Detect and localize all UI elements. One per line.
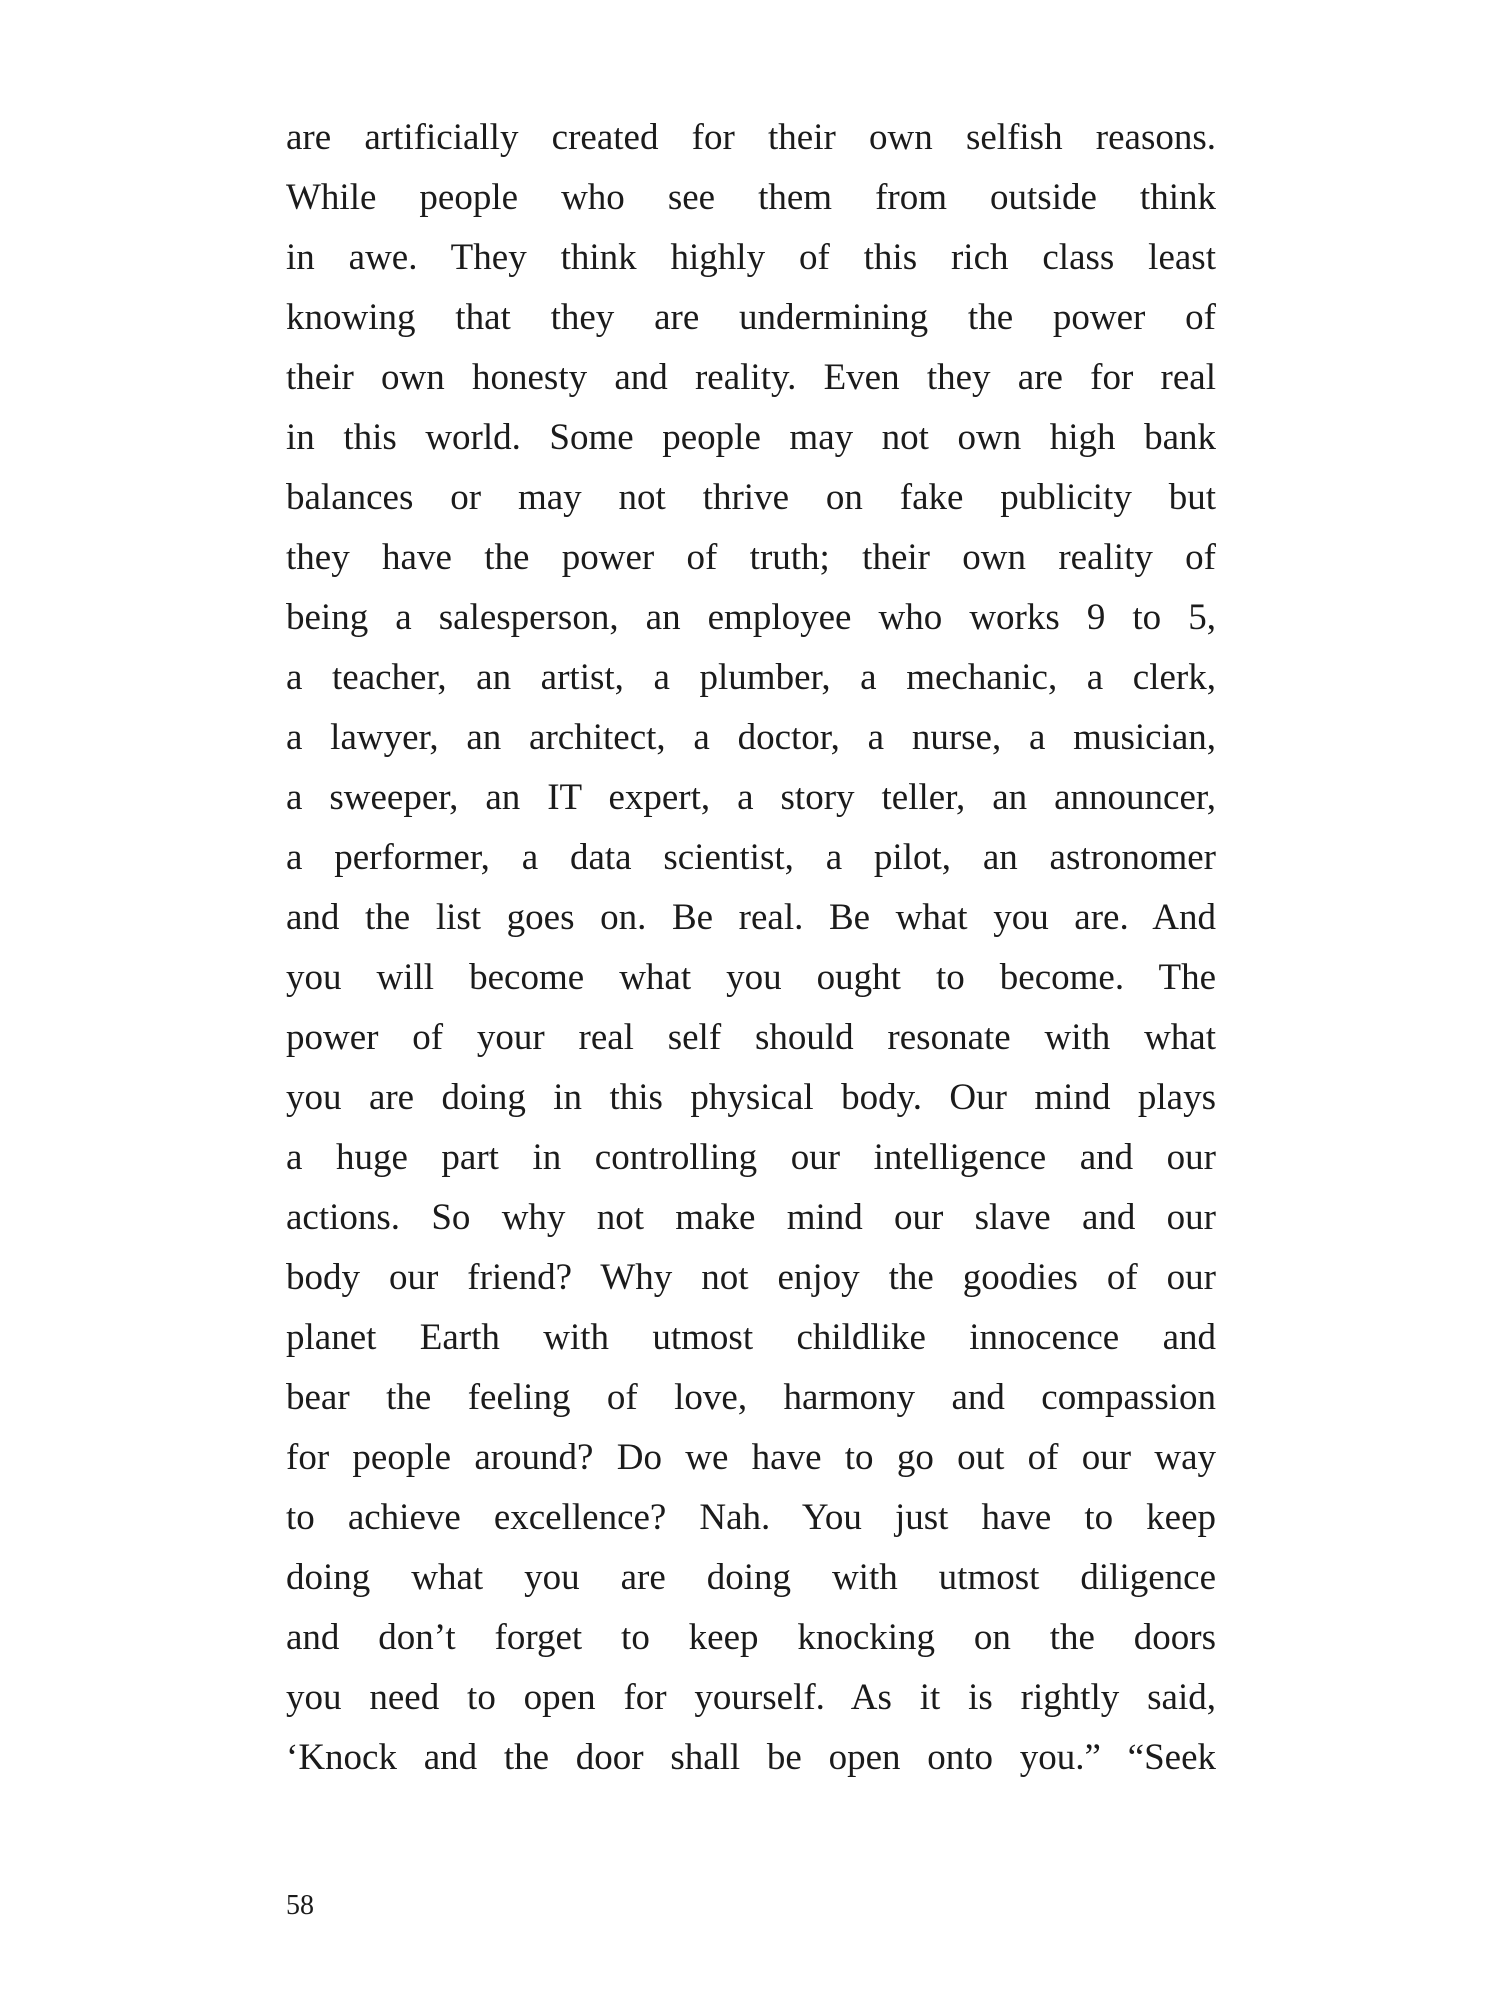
text-line: a lawyer, an architect, a doctor, a nurse, a musician, <box>286 717 1216 758</box>
text-line: body our friend? Why not enjoy the goodies of our <box>286 1257 1216 1298</box>
text-line: they have the power of truth; their own reality of <box>286 537 1216 578</box>
text-line: and the list goes on. Be real. Be what you are. And <box>286 897 1216 938</box>
text-line: power of your real self should resonate with what <box>286 1017 1216 1058</box>
text-line: planet Earth with utmost childlike innocence and <box>286 1317 1216 1358</box>
text-line: a performer, a data scientist, a pilot, an astronomer <box>286 837 1216 878</box>
page-number: 58 <box>286 1890 314 1921</box>
text-line: actions. So why not make mind our slave and our <box>286 1197 1216 1238</box>
text-line: to achieve excellence? Nah. You just have to keep <box>286 1497 1216 1538</box>
text-line: you are doing in this physical body. Our mind plays <box>286 1077 1216 1118</box>
text-line: a teacher, an artist, a plumber, a mechanic, a clerk, <box>286 657 1216 698</box>
text-line: ‘Knock and the door shall be open onto you.” “Seek <box>286 1737 1216 1778</box>
text-line: balances or may not thrive on fake publicity but <box>286 477 1216 518</box>
text-line: in this world. Some people may not own high bank <box>286 417 1216 458</box>
text-line: While people who see them from outside think <box>286 177 1216 218</box>
text-line: their own honesty and reality. Even they are for real <box>286 357 1216 398</box>
text-line: you will become what you ought to become. The <box>286 957 1216 998</box>
text-line: and don’t forget to keep knocking on the doors <box>286 1617 1216 1658</box>
text-line: bear the feeling of love, harmony and compassion <box>286 1377 1216 1418</box>
body-text <box>286 108 1216 1788</box>
text-line: being a salesperson, an employee who works 9 to 5, <box>286 597 1216 638</box>
text-line: knowing that they are undermining the power of <box>286 297 1216 338</box>
text-line: are artificially created for their own selfish reasons. <box>286 117 1216 158</box>
text-line: a huge part in controlling our intelligence and our <box>286 1137 1216 1178</box>
text-line: for people around? Do we have to go out of our way <box>286 1437 1216 1478</box>
text-line: you need to open for yourself. As it is rightly said, <box>286 1677 1216 1718</box>
text-line: a sweeper, an IT expert, a story teller, an announcer, <box>286 777 1216 818</box>
text-line: in awe. They think highly of this rich class least <box>286 237 1216 278</box>
text-line: doing what you are doing with utmost diligence <box>286 1557 1216 1598</box>
